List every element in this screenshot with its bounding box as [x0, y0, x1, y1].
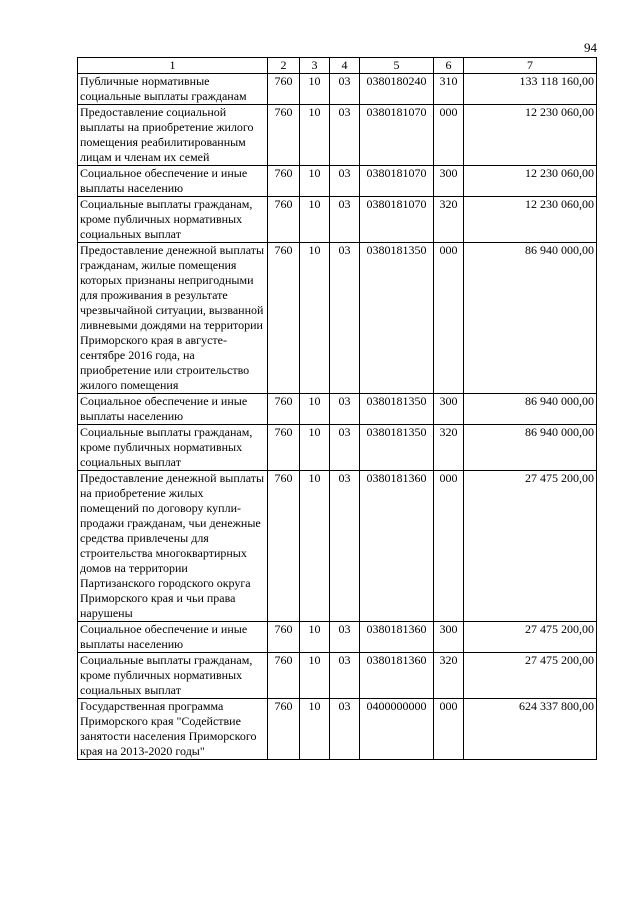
row-code-6: 320 — [434, 653, 464, 699]
table-row — [78, 166, 597, 197]
row-code-3: 10 — [300, 243, 330, 394]
row-amount: 12 230 060,00 — [464, 197, 597, 243]
row-code-2: 760 — [268, 425, 300, 471]
row-code-3: 10 — [300, 425, 330, 471]
row-code-2: 760 — [268, 699, 300, 760]
row-code-6: 000 — [434, 243, 464, 394]
table-row — [78, 425, 597, 471]
row-code-6: 000 — [434, 699, 464, 760]
row-code-5: 0380181350 — [360, 243, 434, 394]
row-code-4: 03 — [330, 74, 360, 105]
row-code-6: 300 — [434, 622, 464, 653]
row-code-3: 10 — [300, 197, 330, 243]
header-col-7: 7 — [464, 58, 597, 74]
row-code-5: 0380181070 — [360, 197, 434, 243]
row-code-3: 10 — [300, 105, 330, 166]
row-name: Социальные выплаты гражданам, кроме публичных нормативных социальных выплат — [78, 653, 268, 699]
table-row — [78, 653, 597, 699]
table-row — [78, 197, 597, 243]
row-amount: 27 475 200,00 — [464, 653, 597, 699]
row-amount: 133 118 160,00 — [464, 74, 597, 105]
row-amount: 624 337 800,00 — [464, 699, 597, 760]
row-code-3: 10 — [300, 471, 330, 622]
row-code-2: 760 — [268, 74, 300, 105]
row-code-4: 03 — [330, 653, 360, 699]
row-amount: 86 940 000,00 — [464, 425, 597, 471]
row-code-4: 03 — [330, 166, 360, 197]
row-code-3: 10 — [300, 653, 330, 699]
row-name: Публичные нормативные социальные выплаты гражданам — [78, 74, 268, 105]
header-col-4: 4 — [330, 58, 360, 74]
budget-table — [77, 57, 597, 760]
table-row — [78, 105, 597, 166]
row-amount: 12 230 060,00 — [464, 105, 597, 166]
row-code-2: 760 — [268, 622, 300, 653]
row-code-6: 300 — [434, 394, 464, 425]
header-col-2: 2 — [268, 58, 300, 74]
row-code-2: 760 — [268, 166, 300, 197]
header-col-1: 1 — [78, 58, 268, 74]
row-code-4: 03 — [330, 394, 360, 425]
row-code-5: 0380181070 — [360, 166, 434, 197]
row-code-2: 760 — [268, 105, 300, 166]
row-amount: 27 475 200,00 — [464, 471, 597, 622]
row-code-5: 0380181360 — [360, 471, 434, 622]
row-code-6: 320 — [434, 425, 464, 471]
row-code-5: 0380180240 — [360, 74, 434, 105]
row-code-6: 320 — [434, 197, 464, 243]
row-code-6: 300 — [434, 166, 464, 197]
row-code-5: 0380181350 — [360, 425, 434, 471]
row-code-2: 760 — [268, 653, 300, 699]
row-name: Социальное обеспечение и иные выплаты населению — [78, 166, 268, 197]
row-code-2: 760 — [268, 197, 300, 243]
page-number: 94 — [584, 40, 597, 55]
row-name: Государственная программа Приморского края "Содействие занятости населения Приморского края на 2013-2020 годы" — [78, 699, 268, 760]
row-amount: 86 940 000,00 — [464, 394, 597, 425]
row-name: Социальные выплаты гражданам, кроме публичных нормативных социальных выплат — [78, 197, 268, 243]
row-name: Социальное обеспечение и иные выплаты населению — [78, 394, 268, 425]
row-code-3: 10 — [300, 166, 330, 197]
row-code-3: 10 — [300, 74, 330, 105]
row-code-4: 03 — [330, 105, 360, 166]
row-code-5: 0380181070 — [360, 105, 434, 166]
row-name: Предоставление денежной выплаты на приобретение жилых помещений по договору купли-продажи гражданам, чьи денежные средства привлечены для строительства многоквартирных домов на территории Партизанского городского округа Приморского края и чьи права нарушены — [78, 471, 268, 622]
table-row — [78, 471, 597, 622]
table-row — [78, 699, 597, 760]
table-row — [78, 394, 597, 425]
row-code-4: 03 — [330, 699, 360, 760]
table-row — [78, 622, 597, 653]
row-code-6: 000 — [434, 105, 464, 166]
row-name: Социальное обеспечение и иные выплаты населению — [78, 622, 268, 653]
row-code-5: 0400000000 — [360, 699, 434, 760]
row-code-5: 0380181360 — [360, 653, 434, 699]
row-code-2: 760 — [268, 471, 300, 622]
header-col-5: 5 — [360, 58, 434, 74]
row-amount: 86 940 000,00 — [464, 243, 597, 394]
row-code-4: 03 — [330, 197, 360, 243]
row-code-5: 0380181350 — [360, 394, 434, 425]
row-code-4: 03 — [330, 622, 360, 653]
header-col-3: 3 — [300, 58, 330, 74]
row-amount: 27 475 200,00 — [464, 622, 597, 653]
row-code-4: 03 — [330, 471, 360, 622]
row-code-2: 760 — [268, 394, 300, 425]
table-row — [78, 243, 597, 394]
row-code-5: 0380181360 — [360, 622, 434, 653]
row-amount: 12 230 060,00 — [464, 166, 597, 197]
row-name: Предоставление денежной выплаты гражданам, жилые помещения которых признаны непригодными для проживания в результате чрезвычайной ситуации, вызванной ливневыми дождями на территории Приморского края в августе-сентябре 2016 года, на приобретение или строительство жилого помещения — [78, 243, 268, 394]
row-code-4: 03 — [330, 425, 360, 471]
row-code-3: 10 — [300, 622, 330, 653]
row-code-3: 10 — [300, 699, 330, 760]
row-code-3: 10 — [300, 394, 330, 425]
row-code-4: 03 — [330, 243, 360, 394]
row-name: Социальные выплаты гражданам, кроме публичных нормативных социальных выплат — [78, 425, 268, 471]
header-col-6: 6 — [434, 58, 464, 74]
row-name: Предоставление социальной выплаты на приобретение жилого помещения реабилитированным лицам и членам их семей — [78, 105, 268, 166]
row-code-6: 310 — [434, 74, 464, 105]
row-code-2: 760 — [268, 243, 300, 394]
row-code-6: 000 — [434, 471, 464, 622]
table-header-row — [78, 58, 597, 74]
table-row — [78, 74, 597, 105]
